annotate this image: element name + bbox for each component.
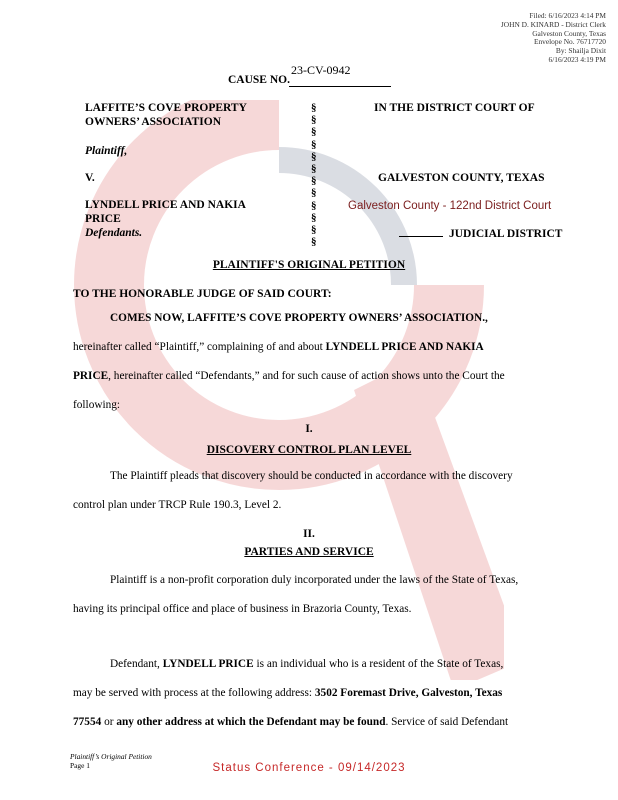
- court-line3: [399, 227, 562, 241]
- section-mark: §: [311, 236, 317, 249]
- intro-word: COVE: [248, 312, 282, 324]
- document-title: PLAINTIFF'S ORIGINAL PETITION: [212, 259, 406, 271]
- section-mark: §: [311, 138, 317, 151]
- intro-line3: [73, 362, 548, 391]
- defendants-name-line1: LYNDELL PRICE AND NAKIA: [85, 199, 246, 211]
- filing-stamp-line: Envelope No. 76717720: [533, 37, 606, 47]
- intro-paragraph: [73, 304, 548, 420]
- section2-number: II.: [303, 528, 315, 540]
- p2-text: or: [101, 716, 117, 728]
- versus-label: V.: [85, 172, 95, 184]
- defendant-address-bold: 3502 Foremast Drive, Galveston, Texas: [314, 687, 503, 699]
- court-line3-text: JUDICIAL DISTRICT: [449, 228, 563, 240]
- section-mark: §: [311, 150, 317, 163]
- plaintiff-name-line1: LAFFITE’S COVE PROPERTY: [85, 102, 247, 114]
- intro-line1: [73, 304, 548, 333]
- section1-paragraph: [73, 462, 548, 520]
- filing-stamp-line: Filed: 6/16/2023 4:14 PM: [529, 11, 606, 20]
- alternate-address-bold: any other address at which the Defendant may be found: [116, 716, 386, 728]
- intro-word: ASSOCIATION.,: [403, 312, 488, 324]
- section-marks-column: [311, 102, 321, 248]
- section-mark: §: [311, 114, 317, 127]
- section1-line1: The Plaintiff pleads that discovery should be conducted in accordance with the discovery: [110, 470, 513, 482]
- court-number-blank: [399, 227, 443, 237]
- intro-line2: [73, 333, 548, 362]
- footer-doc-name: Plaintiff’s Original Petition: [70, 752, 152, 761]
- section1-line2: control plan under TRCP Rule 190.3, Level 2.: [73, 499, 282, 511]
- intro-text: hereinafter called “Plaintiff,” complaining of and about: [73, 341, 326, 353]
- section-mark: §: [311, 187, 317, 200]
- intro-word: LAFFITE’S: [187, 312, 247, 324]
- section2-title: PARTIES AND SERVICE: [244, 546, 374, 558]
- filing-stamp-line: 6/16/2023 4:19 PM: [548, 54, 606, 64]
- intro-word: PROPERTY: [284, 312, 346, 324]
- section2-p1-line2: having its principal office and place of business in Brazoria County, Texas.: [73, 603, 412, 615]
- section2-p2-line2: [73, 679, 548, 708]
- p2-text: may be served with process at the following address:: [73, 687, 315, 699]
- section2-p2-line1: [73, 650, 548, 679]
- filing-stamp: [386, 12, 606, 65]
- status-conference-banner: Status Conference - 09/14/2023: [212, 762, 406, 774]
- section2-paragraph1: [73, 566, 548, 624]
- section-mark: §: [311, 162, 317, 175]
- section-mark: §: [311, 199, 317, 212]
- cause-number: 23-CV-0942: [291, 63, 351, 77]
- section-mark: §: [311, 175, 317, 188]
- intro-word: NOW,: [154, 312, 185, 324]
- intro-text: , hereinafter called “Defendants,” and for such cause of action shows unto the Court the: [108, 370, 505, 382]
- electronic-court-assignment: Galveston County - 122nd District Court: [348, 200, 552, 212]
- section1-title: DISCOVERY CONTROL PLAN LEVEL: [206, 444, 412, 456]
- filing-stamp-line: JOHN D. KINARD - District Clerk: [500, 19, 606, 29]
- section-mark: §: [311, 102, 317, 114]
- defendants-name-bold: PRICE: [73, 370, 109, 382]
- footer-page-number: Page 1: [70, 761, 90, 770]
- section-mark: §: [311, 126, 317, 139]
- filing-stamp-line: By: Shailja Dixit: [555, 46, 606, 56]
- section-mark: §: [311, 223, 317, 236]
- defendant-name-bold: LYNDELL PRICE: [162, 658, 254, 670]
- section2-p2-line3: [73, 708, 548, 737]
- court-line2: GALVESTON COUNTY, TEXAS: [378, 172, 545, 184]
- p2-text: is an individual who is a resident of the State of Texas,: [253, 658, 504, 670]
- intro-word: OWNERS’: [348, 312, 402, 324]
- defendants-name-bold: LYNDELL PRICE AND NAKIA: [325, 341, 484, 353]
- court-line1: IN THE DISTRICT COURT OF: [374, 102, 535, 114]
- defendant-zip-bold: 77554: [73, 716, 102, 728]
- p2-text: . Service of said Defendant: [385, 716, 509, 728]
- defendants-role: Defendants.: [85, 227, 143, 239]
- plaintiff-role: Plaintiff,: [85, 145, 128, 157]
- salutation: TO THE HONORABLE JUDGE OF SAID COURT:: [73, 288, 332, 300]
- intro-word: COMES: [110, 312, 152, 324]
- section1-number: I.: [305, 423, 313, 435]
- defendants-name-line2: PRICE: [85, 213, 121, 225]
- intro-line4: following:: [73, 399, 121, 411]
- section-mark: §: [311, 211, 317, 224]
- plaintiff-name-line2: OWNERS’ ASSOCIATION: [85, 116, 222, 128]
- cause-underline: [289, 86, 391, 87]
- filing-stamp-line: Galveston County, Texas: [532, 28, 606, 38]
- section2-paragraph2: [73, 650, 548, 737]
- section2-p1-line1: Plaintiff is a non-profit corporation duly incorporated under the laws of the State of Texas,: [110, 574, 519, 586]
- p2-text: Defendant,: [110, 658, 163, 670]
- cause-label: CAUSE NO.: [228, 74, 290, 86]
